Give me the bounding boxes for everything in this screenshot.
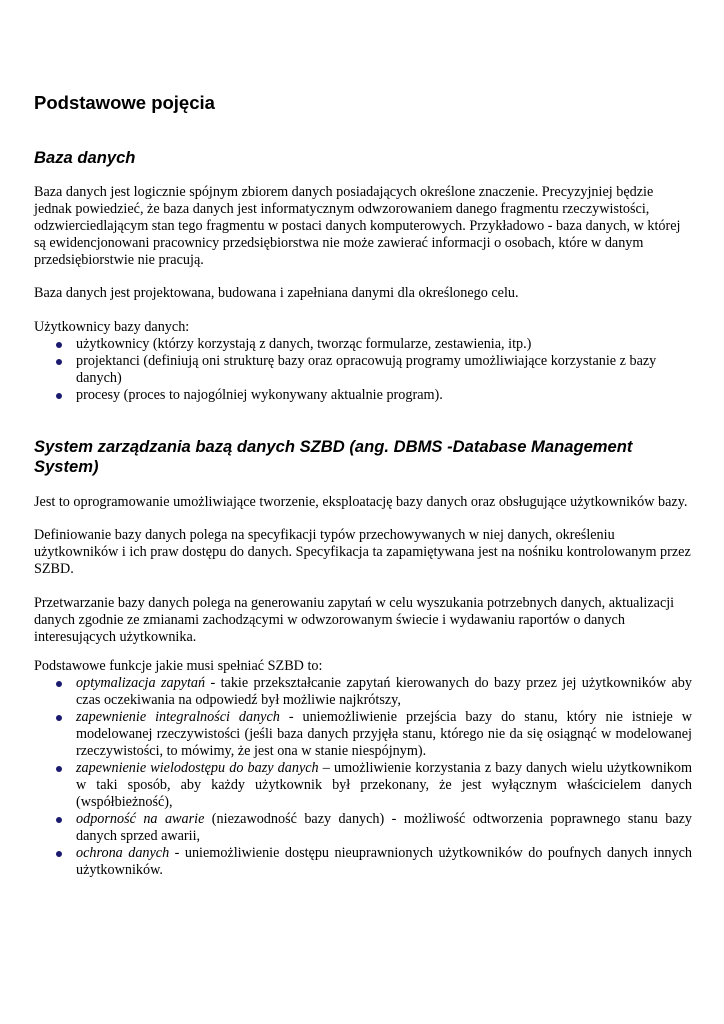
function-term: optymalizacja zapytań: [76, 675, 206, 691]
list-item: [34, 845, 692, 879]
function-term: ochrona danych: [76, 845, 170, 861]
list-item: projektanci (definiują oni strukturę bazy oraz opracowują programy umożliwiające korzystanie z bazy danych): [34, 353, 692, 387]
function-term: zapewnienie integralności danych: [76, 709, 280, 725]
section-heading-szbd: System zarządzania bazą danych SZBD (ang. DBMS -Database Management System): [34, 437, 633, 476]
function-term: zapewnienie wielodostępu do bazy danych: [76, 760, 319, 776]
functions-intro: Podstawowe funkcje jakie musi spełniać SZBD to:: [34, 658, 323, 674]
function-desc: - uniemożliwienie przejścia bazy do stanu, który nie istnieje w modelowanej rzeczywistości (jeśli baza danych przyjęła stanu, którego nie da się osiągnąć w modelowanej rzeczywistości, to mówimy, że jest ona w stanie niespójnym).: [76, 709, 692, 759]
function-desc: - uniemożliwienie dostępu nieuprawnionych użytkowników do poufnych danych innych użytkowników.: [76, 845, 692, 878]
section-heading-baza-danych: Baza danych: [34, 148, 136, 167]
list-item: [34, 760, 692, 811]
function-desc: – umożliwienie korzystania z bazy danych wielu użytkownikom w taki sposób, aby każdy użytkownik był przekonany, że jest wyłącznym właścicielem danych (współbieżność),: [76, 760, 693, 810]
paragraph-defining-db: Definiowanie bazy danych polega na specyfikacji typów przechowywanych w niej danych, określeniu użytkowników i ich praw dostępu do danych. Specyfikacja ta zapamiętywana jest na nośniku kontrolowanym przez SZBD.: [34, 527, 691, 577]
paragraph-definition: Baza danych jest logicznie spójnym zbiorem danych posiadających określone znaczenie. Precyzyjniej będzie jednak powiedzieć, że baza danych jest informatycznym odwzorowaniem danego fragmentu rzeczywistości, odzwierciedlającym stan tego fragmentu w postaci danych komputerowych. Przykładowo - baza danych, w której są ewidencjonowani pracownicy przedsiębiorstwa nie może zawierać informacji o osobach, które w danym przedsiębiorstwie nie pracują.: [34, 184, 681, 268]
list-item: procesy (proces to najogólniej wykonywany aktualnie program).: [34, 387, 692, 404]
list-item: [34, 811, 692, 845]
paragraph-purpose: Baza danych jest projektowana, budowana i zapełniana danymi dla określonego celu.: [34, 285, 519, 301]
list-item: [34, 675, 692, 709]
function-desc: (niezawodność bazy danych) - możliwość odtworzenia poprawnego stanu bazy danych sprzed awarii,: [76, 811, 693, 844]
function-desc: - takie przekształcanie zapytań kierowanych do bazy przez jej użytkowników aby czas oczekiwania na odpowiedź był możliwie najkrótszy,: [76, 675, 692, 708]
users-list: [34, 336, 692, 404]
page-title: Podstawowe pojęcia: [34, 92, 215, 113]
list-item: użytkownicy (którzy korzystają z danych, tworząc formularze, zestawienia, itp.): [34, 336, 692, 353]
functions-list: [34, 675, 692, 879]
list-item: [34, 709, 692, 760]
paragraph-processing-db: Przetwarzanie bazy danych polega na generowaniu zapytań w celu wyszukania potrzebnych danych, aktualizacji danych zgodnie ze zmianami zachodzącymi w odwzorowanym świecie i wydawaniu raportów o danych interesujących użytkownika.: [34, 595, 675, 645]
users-intro: Użytkownicy bazy danych:: [34, 319, 190, 335]
function-term: odporność na awarie: [76, 811, 205, 827]
paragraph-szbd-definition: Jest to oprogramowanie umożliwiające tworzenie, eksploatację bazy danych oraz obsługujące użytkowników bazy.: [34, 494, 688, 510]
